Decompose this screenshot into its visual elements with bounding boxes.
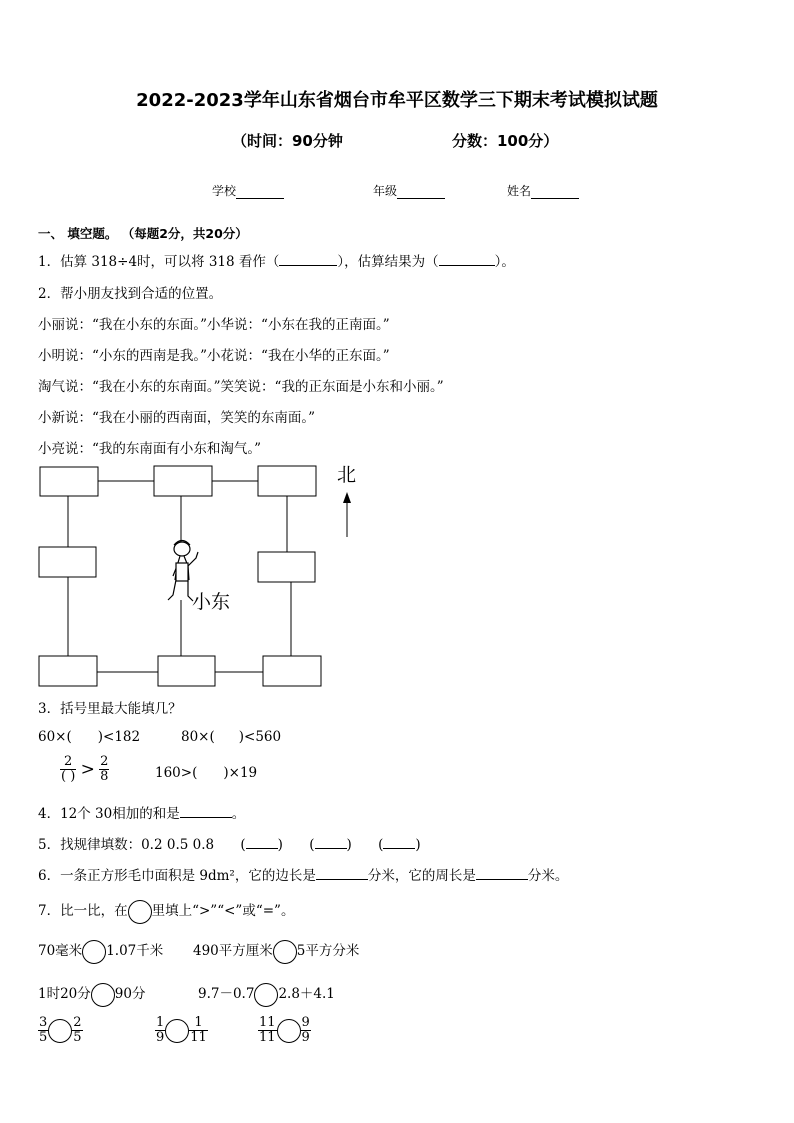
compare-circle-icon[interactable] [82, 940, 106, 964]
q3-item-d: 160>( )×19 [155, 765, 258, 781]
compare-circle-icon[interactable] [48, 1019, 72, 1043]
answer-box-southwest[interactable] [39, 656, 97, 686]
q7-compare-6: $\frac{1}{9}$ $\frac{1}{11}$ [156, 1015, 207, 1045]
name-label: 姓名 [507, 184, 532, 198]
q3-item-b: 80×( )<560 [181, 729, 282, 745]
q2-statement: 小丽说：“我在小东的东面。”小华说：“小东在我的正南面。” [38, 317, 390, 333]
compare-circle-icon[interactable] [273, 940, 297, 964]
q2-statement: 小明说：“小东的西南是我。”小花说：“我在小华的正东面。” [38, 348, 390, 364]
answer-box-northwest[interactable] [40, 467, 98, 496]
answer-box-southeast[interactable] [263, 656, 321, 686]
q3-item-c: $\frac{2}{( )}$ > $\frac{2}{8}$ [61, 754, 109, 784]
question-5: 5．找规律填数：0.2 0.5 0.8 ( ) ( ) ( ) [38, 837, 421, 853]
q7-compare-7: $\frac{11}{11}$ $\frac{9}{9}$ [259, 1015, 310, 1045]
north-label: 北 [337, 464, 357, 486]
answer-box-west[interactable] [39, 547, 96, 577]
question-7: 7．比一比，在 里填上“>”“<”或“=”。 [38, 899, 294, 924]
page-title: 2022-2023学年山东省烟台市牟平区数学三下期末考试模拟试题 [136, 90, 658, 111]
grade-label: 年级 [373, 184, 398, 198]
q2-statement: 淘气说：“我在小东的东南面。”笑笑说：“我的正东面是小东和小丽。” [38, 379, 444, 395]
compare-circle-icon[interactable] [165, 1019, 189, 1043]
q2-statement: 小亮说：“我的东南面有小东和淘气。” [38, 441, 262, 457]
question-4: 4．12个 30相加的和是 。 [38, 806, 246, 822]
school-label: 学校 [212, 184, 237, 198]
xiaodong-label: 小东 [192, 591, 231, 613]
q7-compare-1: 70毫米 1.07千米 [38, 939, 163, 964]
q7-compare-5: $\frac{3}{5}$ $\frac{2}{5}$ [39, 1015, 82, 1045]
time-label: （时间：90分钟 [232, 132, 343, 150]
compare-circle-icon[interactable] [254, 983, 278, 1007]
question-3-title: 3．括号里最大能填几？ [38, 701, 182, 717]
q7-compare-2: 490平方厘米 5平方分米 [193, 939, 359, 964]
north-arrowhead-icon [343, 492, 351, 503]
q3-item-a: 60×( )<182 [38, 729, 141, 745]
compare-circle-icon [128, 900, 152, 924]
compare-circle-icon[interactable] [91, 983, 115, 1007]
q2-statement: 小新说：“我在小丽的西南面，笑笑的东南面。” [38, 410, 316, 426]
score-label: 分数：100分） [452, 132, 559, 150]
question-1: 1．估算 318÷4时，可以将 318 看作（ ），估算结果为（ ）。 [38, 254, 515, 270]
q7-compare-3: 1时20分 90分 [38, 982, 145, 1007]
question-6: 6．一条正方形毛巾面积是 9dm²，它的边长是 分米，它的周长是 分米。 [38, 868, 569, 884]
question-2-title: 2．帮小朋友找到合适的位置。 [38, 286, 223, 302]
section-heading: 一、 填空题。 （每题2分，共20分） [38, 226, 248, 241]
answer-box-north[interactable] [154, 466, 212, 496]
compare-circle-icon[interactable] [277, 1019, 301, 1043]
answer-box-northeast[interactable] [258, 466, 316, 496]
answer-box-south[interactable] [158, 656, 215, 686]
answer-box-east[interactable] [258, 552, 315, 582]
q7-compare-4: 9.7－0.7 2.8＋4.1 [198, 982, 335, 1007]
